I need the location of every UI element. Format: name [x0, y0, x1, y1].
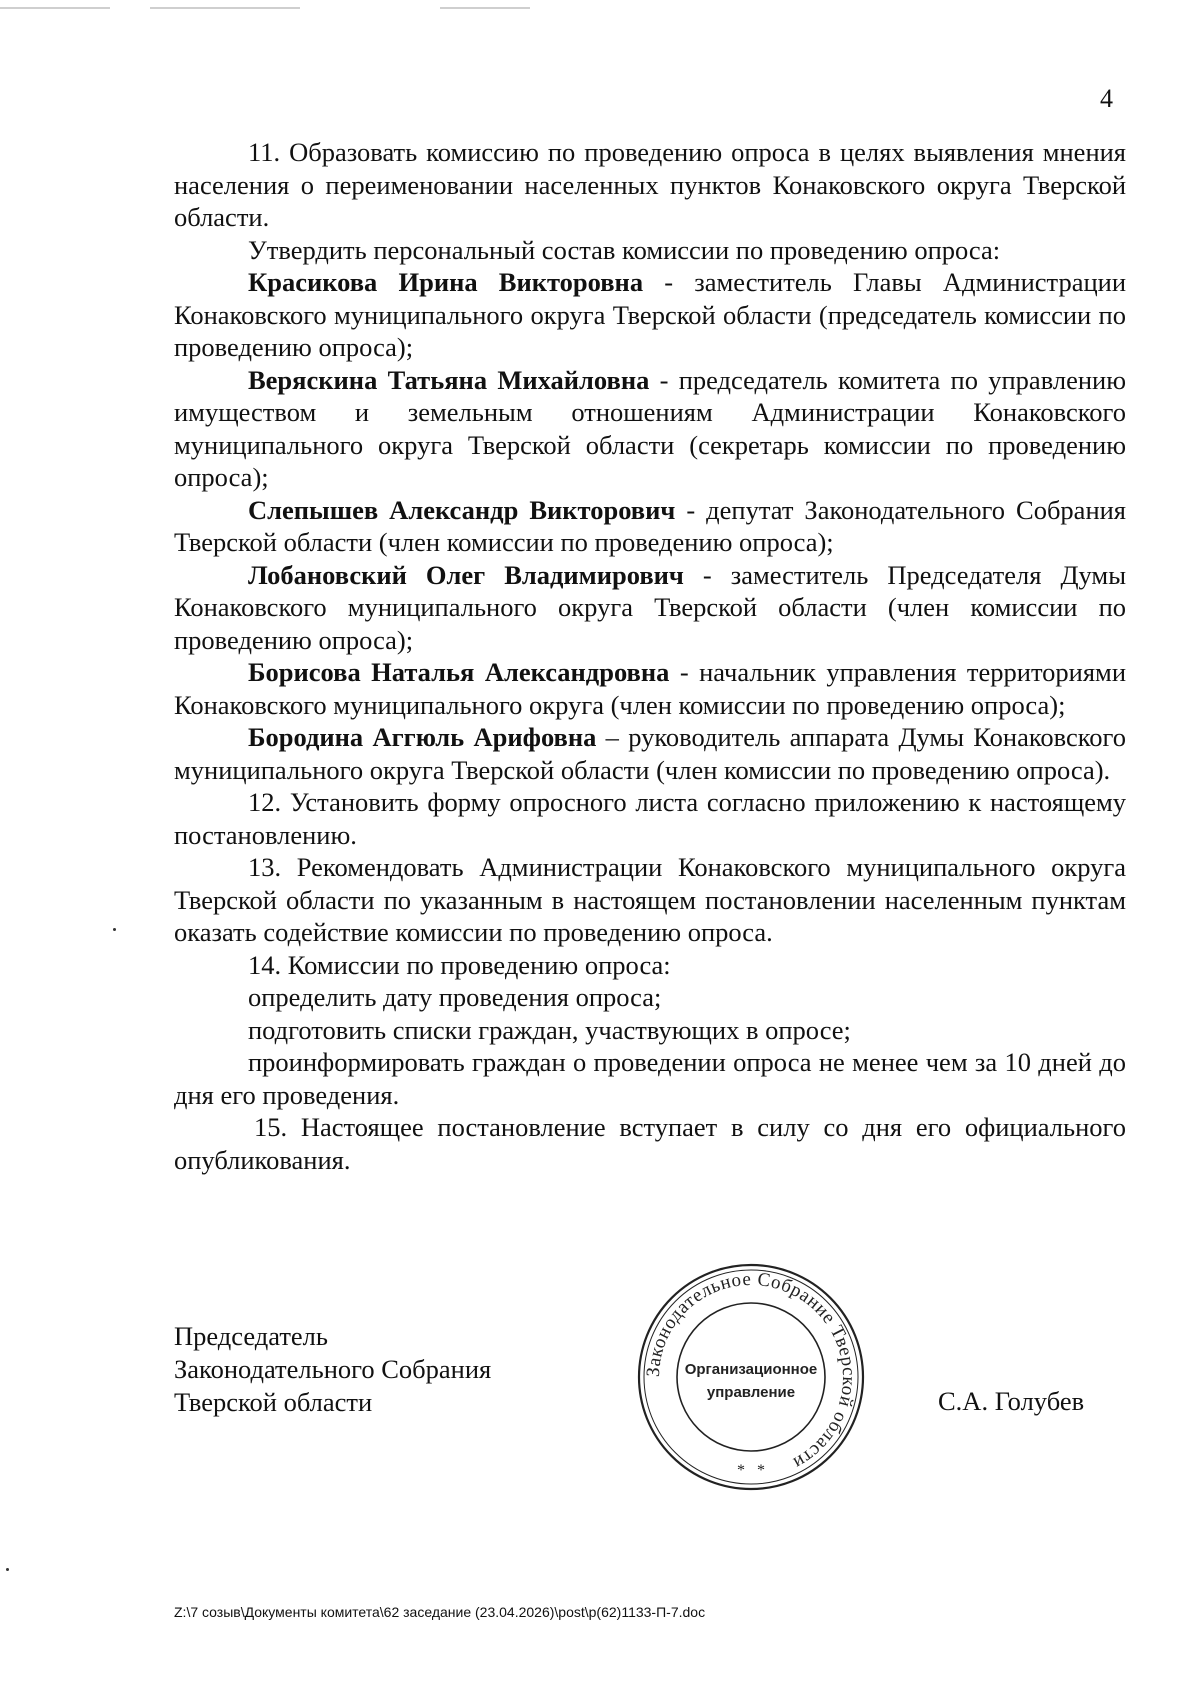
- document-body: [174, 136, 1126, 1176]
- member-name: Бородина Аггюль Арифовна: [248, 722, 597, 752]
- seal-outer-text: Законодательное Собрание Тверской области: [642, 1268, 860, 1474]
- member-role: - заместитель Главы Администрации Конаковского муниципального округа Тверской области (председатель комиссии по проведению опроса);: [174, 267, 1127, 362]
- scan-artifact-line: [440, 7, 530, 9]
- scan-artifact-line: [0, 7, 110, 9]
- member-paragraph: [174, 559, 1126, 657]
- signature-position-line: Председатель: [174, 1321, 328, 1351]
- paragraph-item-12: 12. Установить форму опросного листа согласно приложению к настоящему постановлению.: [174, 787, 1126, 850]
- signature-position: [174, 1320, 491, 1419]
- paragraph-item-13: 13. Рекомендовать Администрации Конаковского муниципального округа Тверской области по указанным в настоящем постановлении населенным пунктам оказать содействие комиссии по проведению опроса.: [174, 852, 1126, 947]
- member-role: - начальник управления территориями Конаковского муниципального округа (член комиссии по проведению опроса);: [174, 657, 1126, 720]
- scan-speck: [6, 1568, 9, 1571]
- paragraph-item-11: 11. Образовать комиссию по проведению опроса в целях выявления мнения населения о переименовании населенных пунктов Конаковского округа Тверской области.: [174, 137, 1126, 232]
- page-number: 4: [1100, 84, 1113, 113]
- member-paragraph: [174, 266, 1126, 364]
- signer-name: С.А. Голубев: [938, 1386, 1085, 1416]
- member-name: Красикова Ирина Викторовна: [248, 267, 644, 297]
- seal-stars: * *: [737, 1462, 765, 1479]
- member-role: - председатель комитета по управлению имуществом и земельным отношениям Администрации Конаковского муниципального округа Тверской области (секретарь комиссии по проведению опроса);: [174, 364, 1126, 492]
- member-role: - депутат Законодательного Собрания Тверской области (член комиссии по проведению опроса);: [174, 494, 1126, 557]
- task-item: проинформировать граждан о проведении опроса не менее чем за 10 дней до дня его проведения.: [174, 1047, 1126, 1110]
- signature-position-line: Тверской области: [174, 1387, 373, 1417]
- paragraph-item-14-title: 14. Комиссии по проведению опроса:: [248, 949, 671, 980]
- seal-inner-line: Организационное: [684, 1361, 818, 1378]
- member-name: Веряскина Татьяна Михайловна: [248, 364, 650, 395]
- member-role: – руководитель аппарата Думы Конаковского муниципального округа Тверской области (член комиссии по проведению опроса).: [174, 722, 1126, 785]
- member-paragraph: [174, 364, 1126, 494]
- file-path-footer: Z:\7 созыв\Документы комитета\62 заседание (23.04.2026)\post\p(62)1133-П-7.doc: [174, 1604, 706, 1620]
- member-name: Лобановский Олег Владимирович: [248, 559, 684, 590]
- member-paragraph: [174, 721, 1126, 786]
- member-paragraph: [174, 656, 1126, 721]
- member-name: Борисова Наталья Александровна: [248, 657, 670, 687]
- signature-position-line: Законодательного Собрания: [174, 1354, 492, 1384]
- task-item: подготовить списки граждан, участвующих в опросе;: [248, 1014, 851, 1045]
- member-role: - заместитель Председателя Думы Конаковского муниципального округа Тверской области (член комиссии по проведению опроса);: [174, 559, 1127, 655]
- task-item: определить дату проведения опроса;: [248, 982, 662, 1012]
- paragraph-approve-composition: Утвердить персональный состав комиссии по проведению опроса:: [248, 234, 1001, 265]
- member-paragraph: [174, 494, 1126, 559]
- scan-artifact-line: [150, 7, 300, 9]
- seal-inner-line: управление: [706, 1384, 796, 1401]
- official-seal: [636, 1262, 866, 1492]
- paragraph-item-15: 15. Настоящее постановление вступает в силу со дня его официального опубликования.: [174, 1112, 1126, 1175]
- member-name: Слепышев Александр Викторович: [248, 494, 676, 525]
- scan-speck: [113, 928, 116, 931]
